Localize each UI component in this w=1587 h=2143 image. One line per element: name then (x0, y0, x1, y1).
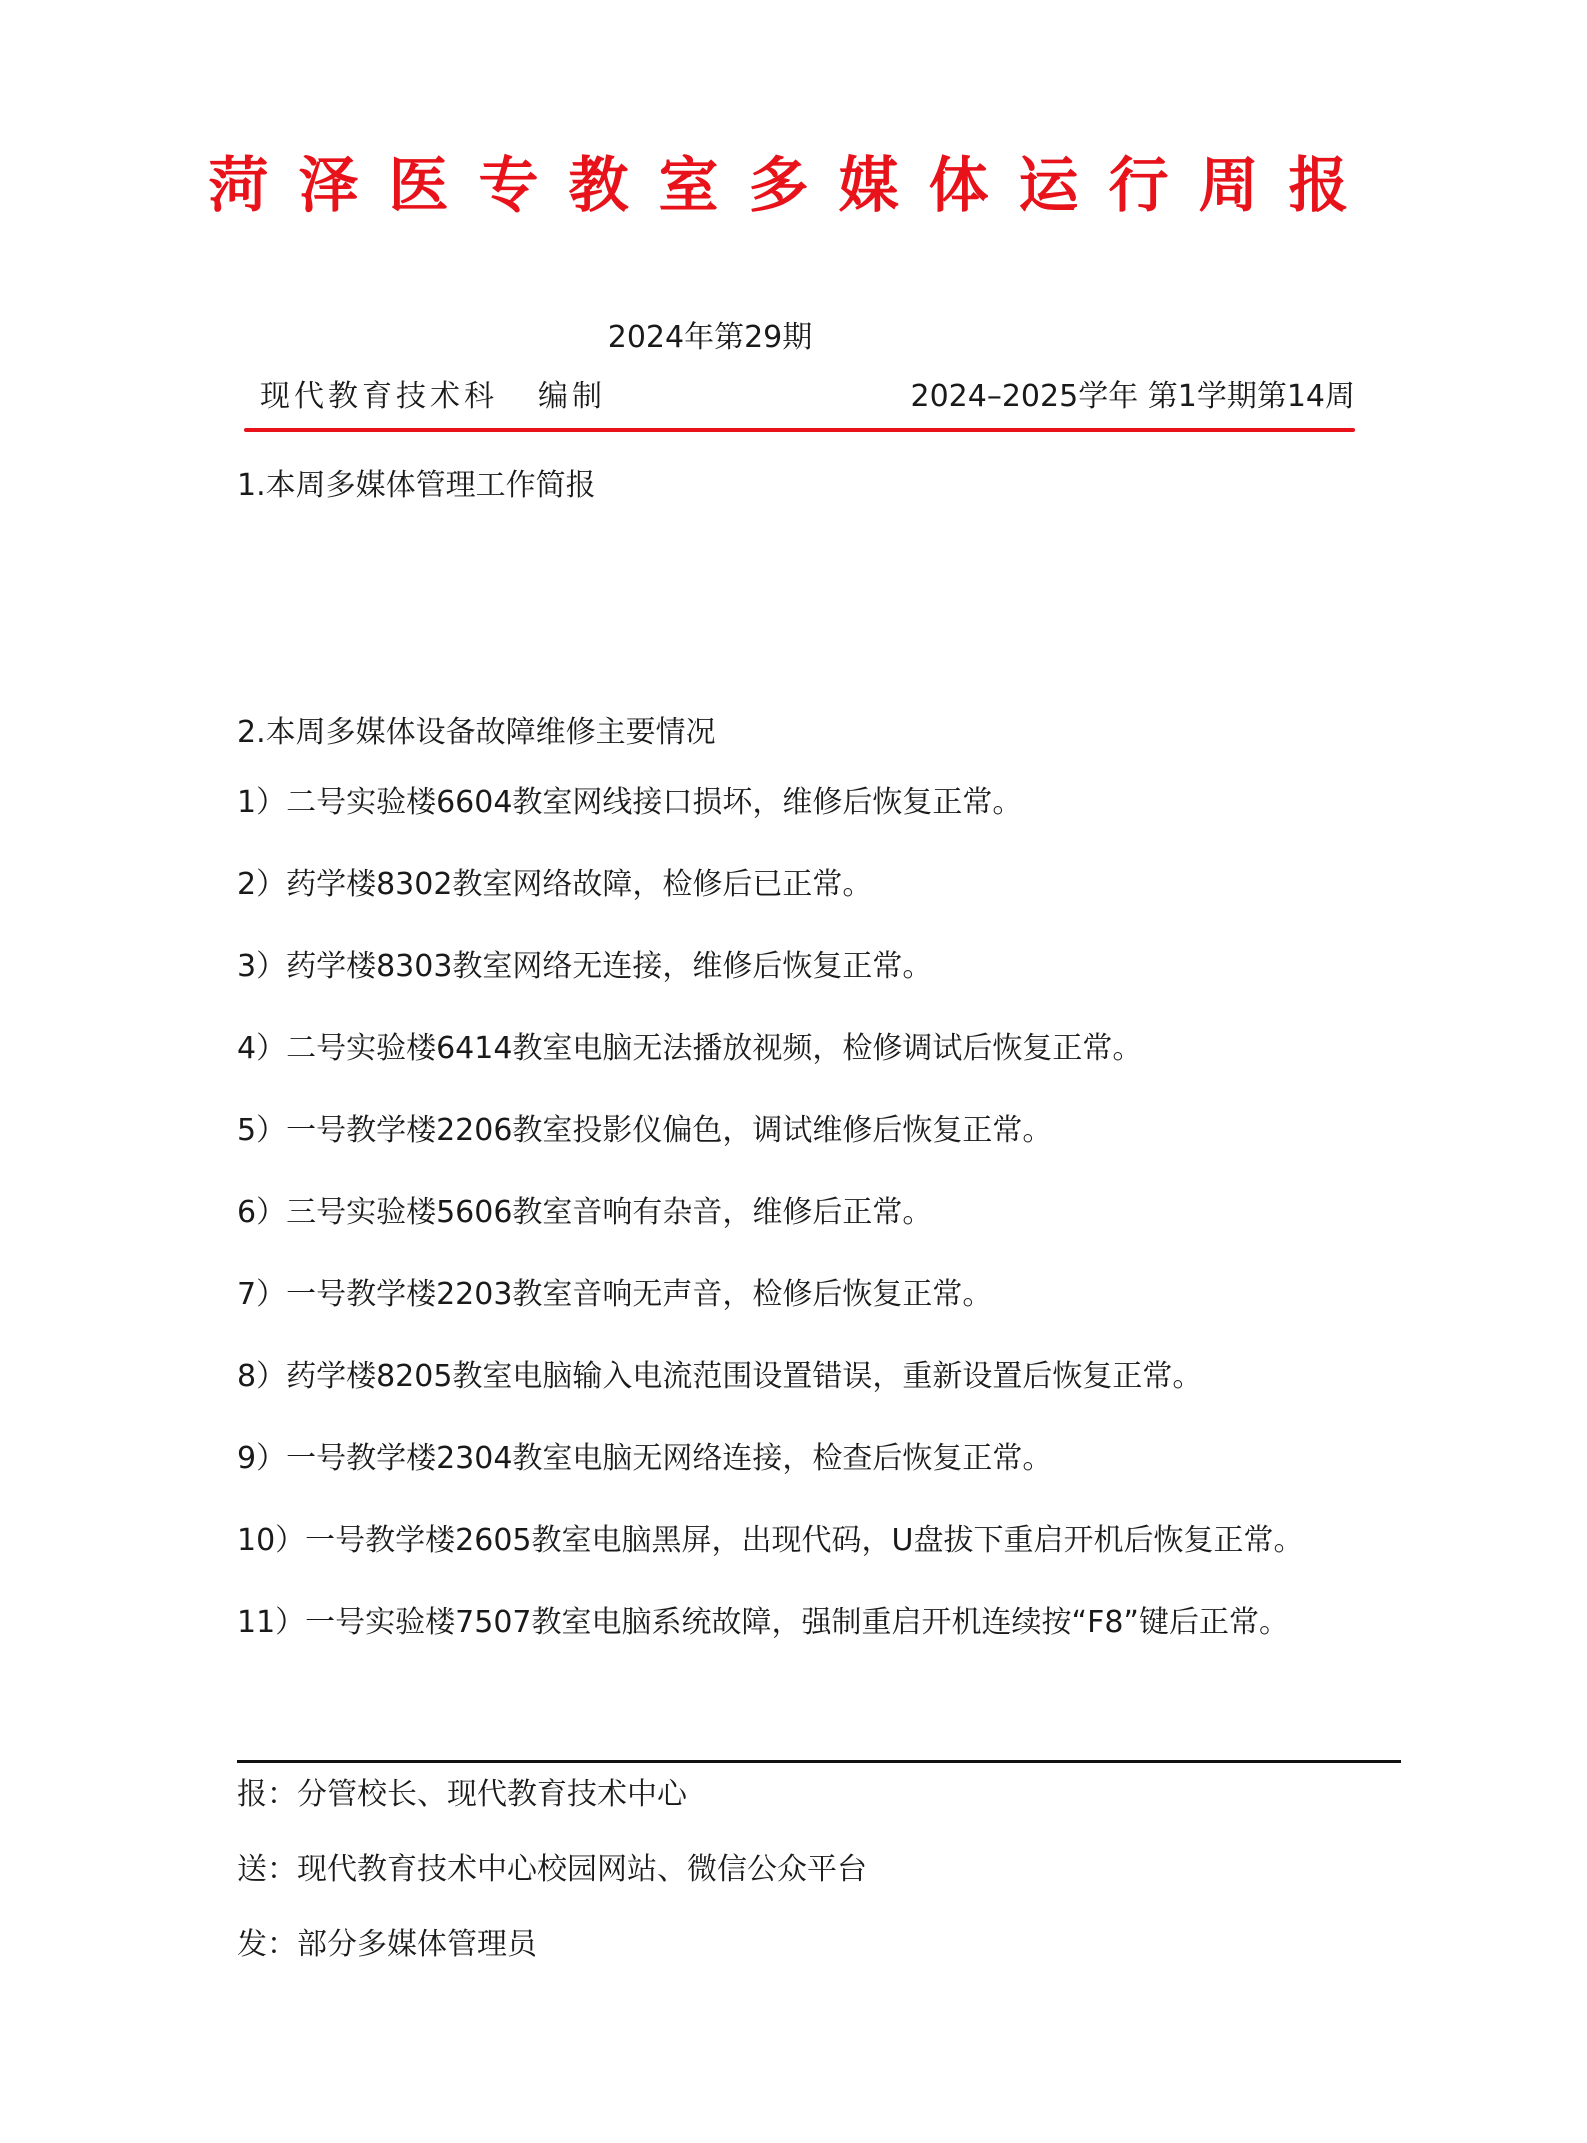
list-item: 8）药学楼8205教室电脑输入电流范围设置错误，重新设置后恢复正常。 (237, 1359, 1203, 1394)
list-item: 5）一号教学楼2206教室投影仪偏色，调试维修后恢复正常。 (237, 1113, 1053, 1148)
compiler-line (260, 377, 606, 417)
distribute-to-line: 发：部分多媒体管理员 (237, 1927, 537, 1962)
footer-divider (237, 1760, 1401, 1763)
list-item: 4）二号实验楼6414教室电脑无法播放视频，检修调试后恢复正常。 (237, 1031, 1143, 1066)
repairs-heading: 2.本周多媒体设备故障维修主要情况 (237, 715, 716, 750)
header-divider (244, 428, 1355, 432)
list-item: 2）药学楼8302教室网络故障，检修后已正常。 (237, 867, 873, 902)
list-item: 10）一号教学楼2605教室电脑黑屏，出现代码，U盘拔下重启开机后恢复正常。 (237, 1523, 1304, 1558)
list-item: 11）一号实验楼7507教室电脑系统故障，强制重启开机连续按“F8”键后正常。 (237, 1605, 1289, 1640)
list-item: 1）二号实验楼6604教室网线接口损坏，维修后恢复正常。 (237, 785, 1023, 820)
send-to-line: 送：现代教育技术中心校园网站、微信公众平台 (237, 1852, 867, 1887)
academic-term: 2024–2025学年 第1学期第14周 (910, 379, 1355, 414)
list-item: 3）药学楼8303教室网络无连接，维修后恢复正常。 (237, 949, 933, 984)
report-title: 菏泽医专教室多媒体运行周报 (208, 151, 1379, 221)
compiler-department: 现代教育技术科 (260, 379, 498, 414)
list-item: 7）一号教学楼2203教室音响无声音，检修后恢复正常。 (237, 1277, 993, 1312)
repairs-list (237, 783, 1303, 1685)
issue-number: 2024年第29期 (607, 320, 813, 355)
compiler-role: 编制 (538, 379, 606, 414)
report-to-line: 报：分管校长、现代教育技术中心 (237, 1777, 687, 1812)
summary-heading: 1.本周多媒体管理工作简报 (237, 468, 596, 503)
list-item: 6）三号实验楼5606教室音响有杂音，维修后正常。 (237, 1195, 933, 1230)
list-item: 9）一号教学楼2304教室电脑无网络连接，检查后恢复正常。 (237, 1441, 1053, 1476)
